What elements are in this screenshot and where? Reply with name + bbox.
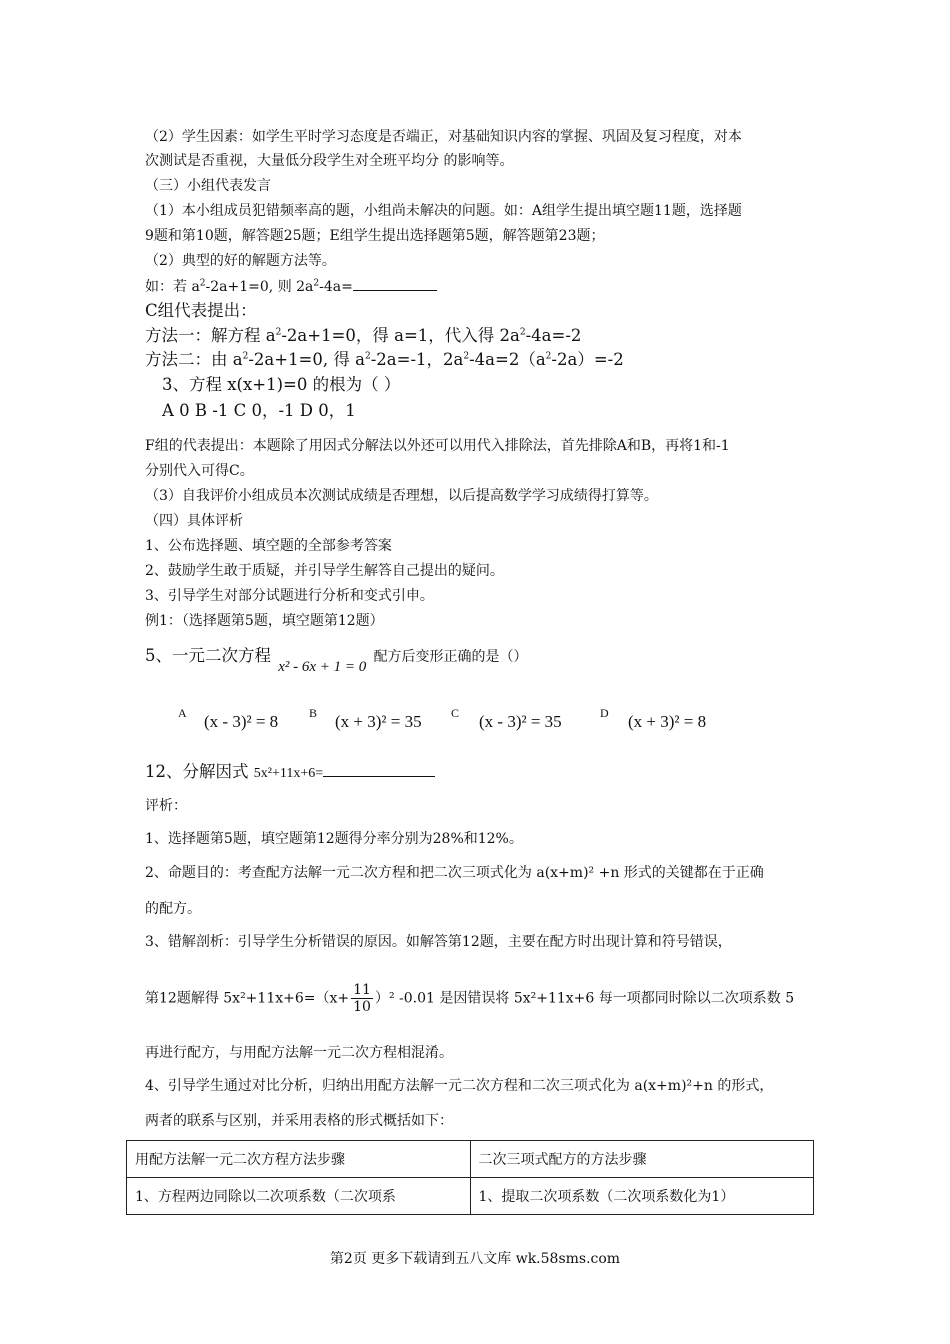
paragraph-student-factors-cont: 次测试是否重视，大量低分段学生对全班平均分 的影响等。 bbox=[145, 153, 514, 169]
fraction-11-10: $\frac{11}{10}$ bbox=[353, 982, 371, 1015]
table-header-cell: 用配方法解一元二次方程方法步骤 bbox=[127, 1141, 471, 1178]
equation: x² - 6x + 1 = 0 bbox=[278, 659, 367, 675]
option-d: (x + 3)² = 8 bbox=[628, 712, 707, 731]
review-item-4: 4、引导学生通过对比分析，归纳出用配方法解一元二次方程和二次三项式化为 a(x+m)²+n 的形式， bbox=[145, 1078, 774, 1094]
option-c-label: C bbox=[451, 706, 460, 720]
group-f-paragraph-cont: 分别代入可得C。 bbox=[145, 463, 254, 479]
review-item-1: 1、选择题第5题，填空题第12题得分率分别为28%和12%。 bbox=[145, 831, 523, 847]
review-item-2: 2、命题目的：考查配方法解一元二次方程和把二次三项式化为 a(x+m)² +n 形式的关键都在于正确 bbox=[145, 865, 764, 881]
review-item-3-cont: 再进行配方，与用配方法解一元二次方程相混淆。 bbox=[145, 1045, 453, 1061]
wrong-solution: 第12题解得 5x²+11x+6=（x+ $\frac{11}{10}$ ）² -0.01 是因错误将 5x²+11x+6 每一项都同时除以二次项系数 5 bbox=[145, 982, 795, 1015]
answer-blank bbox=[353, 276, 437, 291]
paragraph-good-methods: （2）典型的好的解题方法等。 bbox=[145, 253, 336, 269]
option-b: (x + 3)² = 35 bbox=[335, 712, 422, 731]
section-heading-group-speech: （三）小组代表发言 bbox=[145, 178, 271, 194]
group-c-heading: C组代表提出： bbox=[145, 301, 257, 320]
table-row bbox=[127, 1178, 814, 1215]
self-evaluation: （3）自我评价小组成员本次测试成绩是否理想，以后提高数学学习成绩得打算等。 bbox=[145, 488, 658, 504]
method-two: 方法二：由 $a^2-2a+1=0$, 得 $a^2-2a=-1$，$2a^2-4a=2(a^2-2a)=-2$ bbox=[145, 350, 624, 369]
review-item-4-cont: 两者的联系与区别，并采用表格的形式概括如下： bbox=[145, 1113, 453, 1129]
question-12: 12、分解因式 5x²+11x+6= bbox=[145, 761, 435, 785]
analysis-item-3: 3、引导学生对部分试题进行分析和变式引申。 bbox=[145, 588, 434, 604]
page-footer: 第2页 更多下载请到五八文库 wk.58sms.com bbox=[329, 1251, 621, 1267]
paragraph-group-errors-cont: 9题和第10题，解答题25题；E组学生提出选择题第5题，解答题第23题； bbox=[145, 228, 605, 244]
example-1-heading: 例1：（选择题第5题，填空题第12题） bbox=[145, 613, 384, 629]
review-heading: 评析： bbox=[145, 798, 187, 814]
option-d-label: D bbox=[600, 706, 609, 720]
example-question: 如：若 $a^2-2a+1=0$, 则 $2a^2-4a=$ bbox=[145, 276, 437, 297]
table-cell: 1、方程两边同除以二次项系数（二次项系 bbox=[127, 1178, 471, 1215]
option-b-label: B bbox=[309, 706, 318, 720]
option-a-label: A bbox=[178, 706, 187, 720]
option-c: (x - 3)² = 35 bbox=[479, 712, 562, 731]
table-cell: 1、提取二次项系数（二次项系数化为1） bbox=[470, 1178, 814, 1215]
question-3: 3、方程 x(x+1)=0 的根为（ ） bbox=[162, 375, 401, 394]
answer-blank-q12 bbox=[323, 762, 435, 777]
review-item-3: 3、错解剖析：引导学生分析错误的原因。如解答第12题，主要在配方时出现计算和符号错误， bbox=[145, 934, 732, 950]
question-5: 5、一元二次方程 x² - 6x + 1 = 0 配方后变形正确的是（） bbox=[145, 646, 528, 675]
option-a: (x - 3)² = 8 bbox=[204, 712, 279, 731]
question-3-options: A 0 B -1 C 0，-1 D 0，1 bbox=[162, 401, 356, 420]
review-item-2-cont: 的配方。 bbox=[145, 901, 201, 917]
group-f-paragraph: F组的代表提出：本题除了用因式分解法以外还可以用代入排除法，首先排除A和B，再将1和-1 bbox=[145, 438, 730, 454]
table-header-cell: 二次三项式配方的方法步骤 bbox=[470, 1141, 814, 1178]
comparison-table bbox=[126, 1140, 814, 1215]
section-heading-analysis: （四）具体评析 bbox=[145, 513, 243, 529]
analysis-item-1: 1、公布选择题、填空题的全部参考答案 bbox=[145, 538, 392, 554]
paragraph-group-errors: （1）本小组成员犯错频率高的题，小组尚未解决的问题。如：A组学生提出填空题11题，选择题 bbox=[145, 203, 742, 219]
table-row bbox=[127, 1141, 814, 1178]
method-one: 方法一：解方程 $a^2-2a+1=0$，得 a=1，代入得 $2a^2-4a=-2$ bbox=[145, 326, 582, 345]
paragraph-student-factors: （2）学生因素：如学生平时学习态度是否端正，对基础知识内容的掌握、巩固及复习程度，对本 bbox=[145, 129, 742, 145]
analysis-item-2: 2、鼓励学生敢于质疑，并引导学生解答自己提出的疑问。 bbox=[145, 563, 504, 579]
